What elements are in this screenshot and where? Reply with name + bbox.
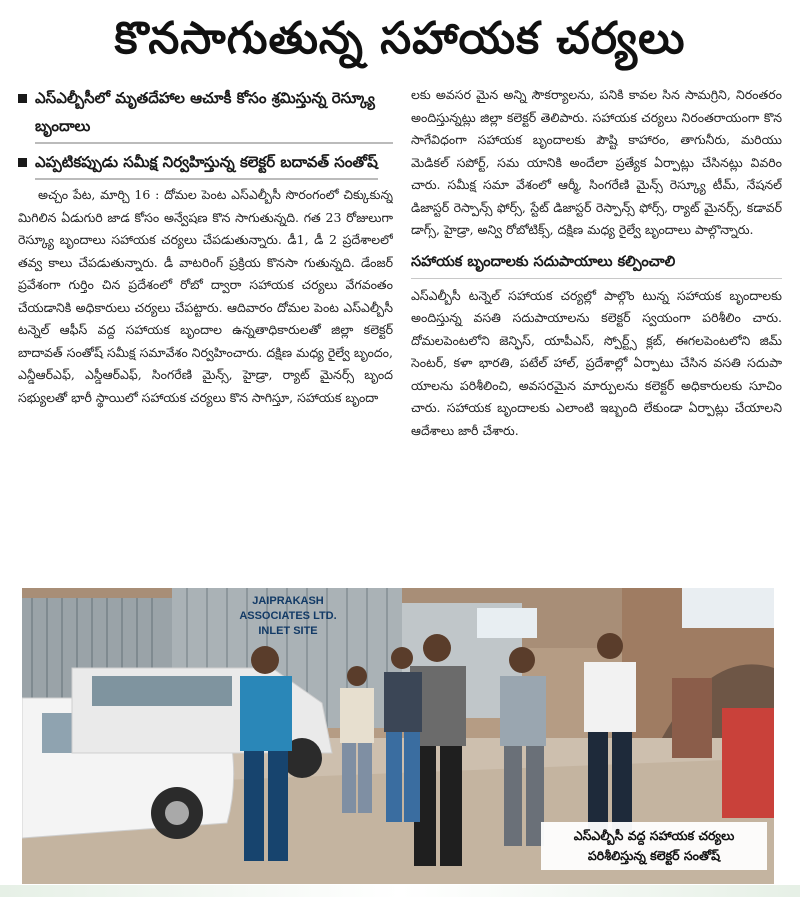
right-column [411, 84, 782, 579]
sign-line: INLET SITE [258, 625, 318, 637]
bullet-icon [18, 158, 27, 167]
subheading: సహాయక బృందాలకు సదుపాయాలు కల్పించాలి [411, 250, 782, 279]
highlight-text: ఎస్ఎల్బీసీలో మృతదేహాల ఆచూకీ కోసం శ్రమిస్తున్న రెస్క్యూ బృందాలు [35, 84, 393, 144]
sign-line: JAIPRAKASH [252, 595, 324, 607]
highlight-1 [18, 84, 393, 144]
article-columns [18, 84, 782, 579]
article-body-right: లకు అవసర మైన అన్ని సౌకర్యాలను, పనికి కావల సిన సామగ్రిని, నిరంతరం అందిస్తున్నట్లు జిల్లా కలెక్టర్ తెలిపారు. సహాయక చర్యలు నిరంతరాయంగా కొన సాగేవిధంగా సహాయక బృందాలకు పౌష్టి కాహారం, తాగునీరు, మరియు మెడికల్ సపోర్ట్, సమ యానికి అందేలా ప్రత్యేక ఏర్పాట్లు చేసినట్లు వివరిం చారు. సమీక్ష సమా వేశంలో ఆర్మీ, సింగరేణి మైన్స్ రెస్క్యూ టీమ్, నేషనల్ డిజాస్టర్ రెస్పాన్స్ ఫోర్స్, స్టేట్ డిజాస్టర్ రెస్పాన్స్ ఫోర్స్, ర్యాట్ మైనర్స్, కడావర్ డాగ్స్, హైడ్రా, అన్వి రోబోటిక్స్, దక్షిణ మధ్య రైల్వే బృందాలు పాల్గొన్నారు. [411, 87, 782, 237]
sign-line: ASSOCIATES LTD. [239, 610, 337, 622]
bullet-icon [18, 94, 27, 103]
article-body-right-2: ఎస్ఎల్బీసీ టన్నెల్ సహాయక చర్యల్లో పాల్గొం టున్న సహాయక బృందాలకు అందిస్తున్న వసతి సదుపాయాలను కలెక్టర్ స్వయంగా పరిశీలిం చారు. దోమలపెంటలోని జెన్ఫిస్, యాపీఎస్, స్పోర్ట్స్ క్లబ్, ఈగలపెంటలోని జిమ్ సెంటర్, కళా భారతి, పటేల్ హాల్, ప్రదేశాల్లో ఏర్పాటు చేసిన వసతి సదుపా యాలను పరిశీలించి, అవసరమైన మార్పులను కలెక్టర్ అధికారులకు సూచిం చారు. సహాయక బృందాలకు ఎలాంటి ఇబ్బంది లేకుండా ఏర్పాట్లు చేయాలని ఆదేశాలు జారీ చేశారు. [411, 287, 782, 438]
left-column [18, 84, 393, 579]
bottom-divider [0, 885, 800, 897]
highlight-2 [18, 148, 393, 180]
highlight-text: ఎప్పటికప్పుడు సమీక్ష నిర్వహిస్తున్న కలెక్టర్ బదావత్ సంతోష్ [35, 148, 378, 180]
photo-caption: ఎస్ఎల్బీసీ వద్ద సహాయక చర్యలు పరిశీలిస్తున్న కలెక్టర్ సంతోష్ [541, 822, 767, 870]
article-body-left: అచ్చం పేట, మార్చి 16 : దోమల పెంట ఎస్ఎల్బీసీ సొరంగంలో చిక్కుకున్న మిగిలిన ఏడుగురి జాడ కోసం అన్వేషణ కొన సాగుతున్నది. గత 23 రోజులుగా రెస్క్యూ బృందాలు సహాయక చర్యలు చేపడుతున్నారు. డీ1, డీ 2 ప్రదేశాలలో తవ్వ కాలు చేపడుతున్నారు. డీ వాటరింగ్ ప్రక్రియ కొనసా గుతున్నది. డేంజర్ ప్రవేశంగా గుర్తిం చిన ప్రదేశంలో రోబో ద్వారా సహాయక చర్యలు వేగవంతం చేయడానికి అధికారులు చర్యలు చేపట్టారు. ఆదివారం దోమల పెంట ఎస్ఎల్బీసీ టన్నెల్ ఆఫీస్ వద్ద సహాయక బృందాల ఉన్నతాధికారులతో జిల్లా కలెక్టర్ బాదావత్ సంతోష్ సమీక్ష సమావేశం నిర్వహించారు. దక్షిణ మధ్య రైల్వే బృందం, ఎన్డీఆర్ఎఫ్, ఎస్డీఆర్ఎఫ్, సింగరేణి మైన్స్, హైడ్రా, ర్యాట్ మైనర్స్ బృంద సభ్యులతో భారీ స్థాయిలో సహాయక చర్యలు కొన సాగిస్తూ, సహాయక బృందా [18, 187, 393, 405]
headline: కొనసాగుతున్న సహాయక చర్యలు [114, 13, 686, 64]
